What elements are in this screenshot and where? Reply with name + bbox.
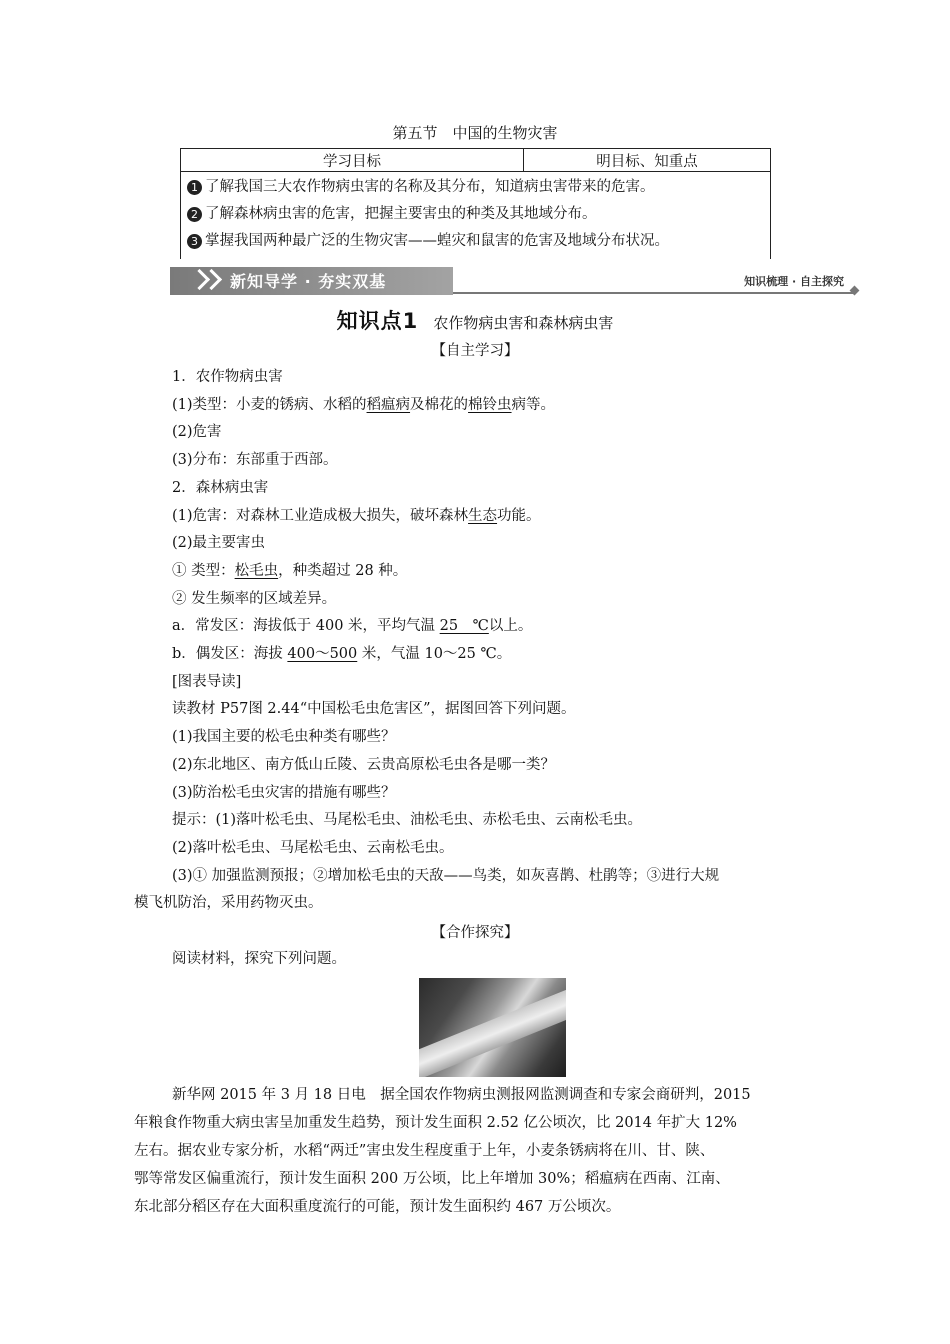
article-line: 鄂等常发区偏重流行，预计发生面积 200 万公顷，比上年增加 30%；稻瘟病在西南、江南、 (134, 1171, 730, 1187)
goals-body (181, 172, 771, 260)
answer-blank: 棉铃虫 (468, 396, 512, 413)
goal-text: 掌握我国两种最广泛的生物灾害——蝗灾和鼠害的危害及地域分布状况。 (205, 233, 669, 249)
article-line: 新华网 2015 年 3 月 18 日电 据全国农作物病虫测报网监测调查和专家会商研判，2015 (172, 1087, 751, 1103)
goals-header-left: 学习目标 (181, 149, 524, 172)
goal-item (187, 228, 764, 255)
goal-text: 了解我国三大农作物病虫害的名称及其分布，知道病虫害带来的危害。 (205, 179, 655, 195)
text-line: 阅读材料，探究下列问题。 (172, 951, 346, 967)
answer-blank: 松毛虫 (234, 562, 279, 579)
text-line: ② 发生频率的区域差异。 (172, 590, 337, 607)
text-line: (3)分布：东部重于西部。 (172, 452, 338, 469)
text-line: a．常发区：海拔低于 400 米，平均气温 25 ℃以上。 (172, 618, 533, 635)
self-study-heading: 【自主学习】 (431, 343, 519, 359)
article-line: 东北部分稻区存在大面积重度流行的可能，预计发生面积约 467 万公顷次。 (134, 1199, 621, 1215)
read-prompt (172, 946, 822, 974)
knowledge-point-heading (0, 305, 950, 335)
number-badge-icon: 2 (187, 207, 202, 222)
article-line: 年粮食作物重大病虫害呈加重发生趋势，预计发生面积 2.52 亿公顷次，比 2014 年扩大 12% (134, 1115, 737, 1131)
text-line: [图表导读] (172, 673, 242, 690)
knowledge-point-label: 知识点1 (336, 309, 419, 333)
section-title: 第五节 中国的生物灾害 (392, 124, 558, 142)
text-line: 2．森林病虫害 (172, 479, 269, 496)
text-line: (1)我国主要的松毛虫种类有哪些？ (172, 729, 396, 746)
goal-text: 了解森林病虫害的危害，把握主要害虫的种类及其地域分布。 (205, 206, 597, 222)
goals-header-right: 明目标、知重点 (524, 149, 771, 172)
text-line: 提示：(1)落叶松毛虫、马尾松毛虫、油松毛虫、赤松毛虫、云南松毛虫。 (172, 812, 643, 829)
news-article (134, 1081, 834, 1221)
text-line: ① 类型：松毛虫，种类超过 28 种。 (172, 562, 408, 579)
article-line: 左右。据农业专家分析，水稻“两迁”害虫发生程度重于上年，小麦条锈病将在川、甘、陕、 (134, 1143, 715, 1159)
text-line: 1．农作物病虫害 (172, 369, 283, 385)
goal-item (187, 201, 764, 228)
answer-blank: 400～500 (287, 646, 358, 663)
wheat-leaf-photo (419, 978, 566, 1077)
text-line: 读教材 P57图 2.44“中国松毛虫危害区”，据图回答下列问题。 (172, 701, 576, 718)
text-line: (1)类型：小麦的锈病、水稻的稻瘟病及棉花的棉铃虫病等。 (172, 396, 556, 413)
number-badge-icon: 1 (187, 180, 202, 195)
answer-blank: 稻瘟病 (366, 396, 411, 413)
coop-heading: 【合作探究】 (431, 925, 519, 941)
section-banner (170, 267, 860, 295)
text-line: b．偶发区：海拔 400～500 米，气温 10～25 ℃。 (172, 646, 512, 663)
number-badge-icon: 3 (187, 234, 202, 249)
text-line: (2)危害 (172, 424, 222, 441)
answer-blank: 生态 (468, 507, 498, 524)
self-study-content (134, 364, 822, 918)
text-line: (3)① 加强监测预报；②增加松毛虫的天敌——鸟类，如灰喜鹊、杜鹃等；③进行大规 (172, 867, 720, 884)
text-line: (2)落叶松毛虫、马尾松毛虫、云南松毛虫。 (172, 839, 454, 856)
answer-blank: 25 ℃ (439, 618, 489, 635)
banner-title: 新知导学 · 夯实双基 (230, 272, 387, 291)
text-line: (3)防治松毛虫灾害的措施有哪些？ (172, 784, 396, 801)
text-line: 模飞机防治，采用药物灭虫。 (134, 895, 323, 912)
knowledge-point-subtitle: 农作物病虫害和森林病虫害 (433, 314, 614, 332)
banner-right-label: 知识梳理 · 自主探究 (744, 275, 844, 288)
banner-divider (453, 292, 853, 294)
text-line: (1)危害：对森林工业造成极大损失，破坏森林生态功能。 (172, 507, 541, 524)
text-line: (2)最主要害虫 (172, 535, 266, 552)
goal-item (187, 174, 764, 201)
leaf-shape (419, 982, 566, 1077)
text-line: (2)东北地区、南方低山丘陵、云贵高原松毛虫各是哪一类？ (172, 756, 556, 773)
learning-goals-table (180, 148, 771, 259)
